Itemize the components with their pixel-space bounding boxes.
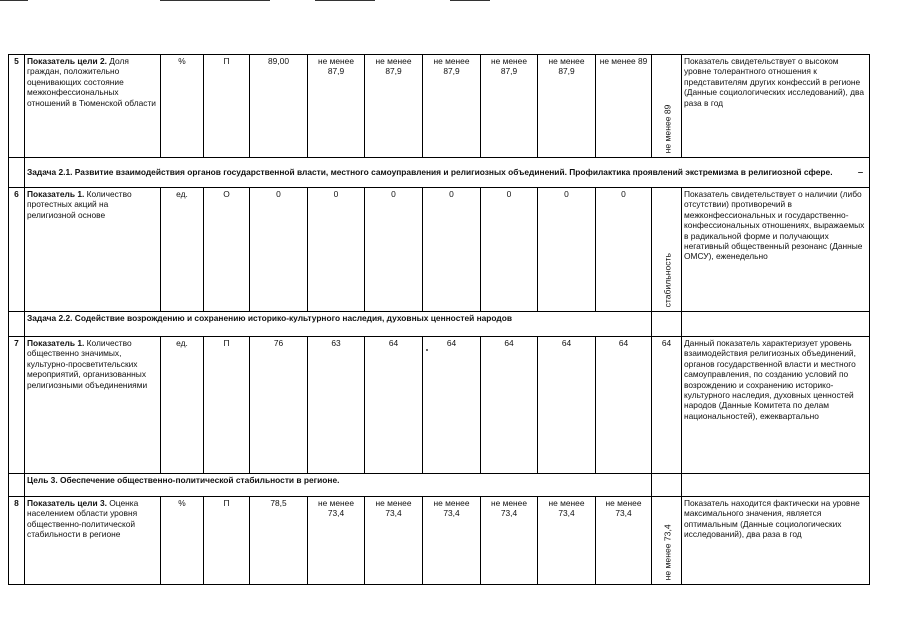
- value-cell: 0: [250, 188, 308, 312]
- description-cell: Показатель находится фактически на уровне максимального значения, является оптимальным (Данные социологических исследований), два раза в год: [682, 497, 870, 585]
- value-cell: не менее 87,9: [538, 55, 596, 158]
- description-cell: Показатель свидетельствует о наличии (либо отсутствии) противоречий в межконфессиональных и государственно-конфессиональных отношениях, выражаемых в радикальной форме и получающих негативный общественный резонанс (Данные ОМСУ), еженедельно: [682, 188, 870, 312]
- unit-cell: %: [161, 497, 204, 585]
- table-row: [9, 497, 870, 585]
- task-heading: Задача 2.2. Содействие возрождению и сохранению историко-культурного наследия, духовных ценностей народов: [25, 312, 652, 337]
- value-cell: не менее 73,4: [308, 497, 365, 585]
- unit-cell: ед.: [161, 188, 204, 312]
- value-cell: 64: [423, 337, 481, 474]
- empty-cell: [652, 312, 682, 337]
- value-cell: не менее 87,9: [423, 55, 481, 158]
- value-cell: не менее 73,4: [538, 497, 596, 585]
- top-edge-mark: [160, 0, 270, 1]
- indicators-table: [8, 54, 870, 585]
- top-edge-mark: [450, 0, 490, 1]
- value-cell: 0: [308, 188, 365, 312]
- value-cell: 0: [481, 188, 538, 312]
- value-cell: 0: [365, 188, 423, 312]
- unit-cell: %: [161, 55, 204, 158]
- scan-speck: [426, 349, 428, 351]
- row-number: 5: [9, 55, 25, 158]
- table-row: [9, 337, 870, 474]
- type-cell: О: [204, 188, 250, 312]
- table-row: [9, 55, 870, 158]
- value-cell: 64: [538, 337, 596, 474]
- indicator-name: Показатель 1. Количество общественно значимых, культурно-просветительских мероприятий, организованных религиозными объединениями: [25, 337, 161, 474]
- goal-row: [9, 474, 870, 497]
- value-cell: 76: [250, 337, 308, 474]
- value-cell: не менее 73,4: [365, 497, 423, 585]
- row-number: 6: [9, 188, 25, 312]
- description-cell: Показатель свидетельствует о высоком уровне толерантного отношения к представителям других конфессий в регионе (Данные социологических исследований), два раза в год: [682, 55, 870, 158]
- type-cell: П: [204, 55, 250, 158]
- value-cell: 64: [596, 337, 652, 474]
- task-heading: Задача 2.1. Развитие взаимодействия органов государственной власти, местного самоуправления и религиозных объединений. Профилактика проявлений экстремизма в религиозной сфере.: [25, 158, 870, 188]
- target-cell: [652, 55, 682, 158]
- empty-cell: [9, 312, 25, 337]
- row-number: 7: [9, 337, 25, 474]
- task-row: [9, 312, 870, 337]
- value-cell: не менее 73,4: [596, 497, 652, 585]
- row-number: 8: [9, 497, 25, 585]
- indicator-name: Показатель 1. Количество протестных акций на религиозной основе: [25, 188, 161, 312]
- table-row: [9, 188, 870, 312]
- value-cell: 0: [538, 188, 596, 312]
- task-row: [9, 158, 870, 188]
- value-cell: 89,00: [250, 55, 308, 158]
- value-cell: не менее 89: [596, 55, 652, 158]
- value-cell: не менее 87,9: [481, 55, 538, 158]
- empty-cell: [682, 312, 870, 337]
- target-value: не менее 89: [662, 104, 673, 153]
- value-cell: не менее 73,4: [481, 497, 538, 585]
- value-cell: 0: [596, 188, 652, 312]
- top-edge-mark: [0, 0, 28, 1]
- value-cell: 64: [481, 337, 538, 474]
- type-cell: П: [204, 497, 250, 585]
- scan-speck: [858, 172, 863, 173]
- empty-cell: [9, 158, 25, 188]
- indicator-name: Показатель цели 2. Доля граждан, положительно оценивающих состояние межконфессиональных отношений в Тюменской области: [25, 55, 161, 158]
- type-cell: П: [204, 337, 250, 474]
- value-cell: 78,5: [250, 497, 308, 585]
- description-cell: Данный показатель характеризует уровень взаимодействия религиозных объединений, органов государственной власти и местного самоуправления, по созданию условий по возрождению и сохранению историко-культурного наследия, духовных ценностей народов (Данные Комитета по делам национальностей), ежеквартально: [682, 337, 870, 474]
- target-value: стабильность: [662, 252, 673, 307]
- empty-cell: [682, 474, 870, 497]
- value-cell: не менее 73,4: [423, 497, 481, 585]
- unit-cell: ед.: [161, 337, 204, 474]
- value-cell: 64: [365, 337, 423, 474]
- target-cell: 64: [652, 337, 682, 474]
- value-cell: не менее 87,9: [308, 55, 365, 158]
- indicator-name: Показатель цели 3. Оценка населением области уровня общественно-политической стабильности в регионе: [25, 497, 161, 585]
- empty-cell: [9, 474, 25, 497]
- goal-heading: Цель 3. Обеспечение общественно-политической стабильности в регионе.: [25, 474, 652, 497]
- top-edge-mark: [315, 0, 375, 1]
- target-cell: [652, 497, 682, 585]
- empty-cell: [652, 474, 682, 497]
- value-cell: не менее 87,9: [365, 55, 423, 158]
- value-cell: 0: [423, 188, 481, 312]
- value-cell: 63: [308, 337, 365, 474]
- target-value: не менее 73,4: [662, 523, 673, 580]
- target-cell: [652, 188, 682, 312]
